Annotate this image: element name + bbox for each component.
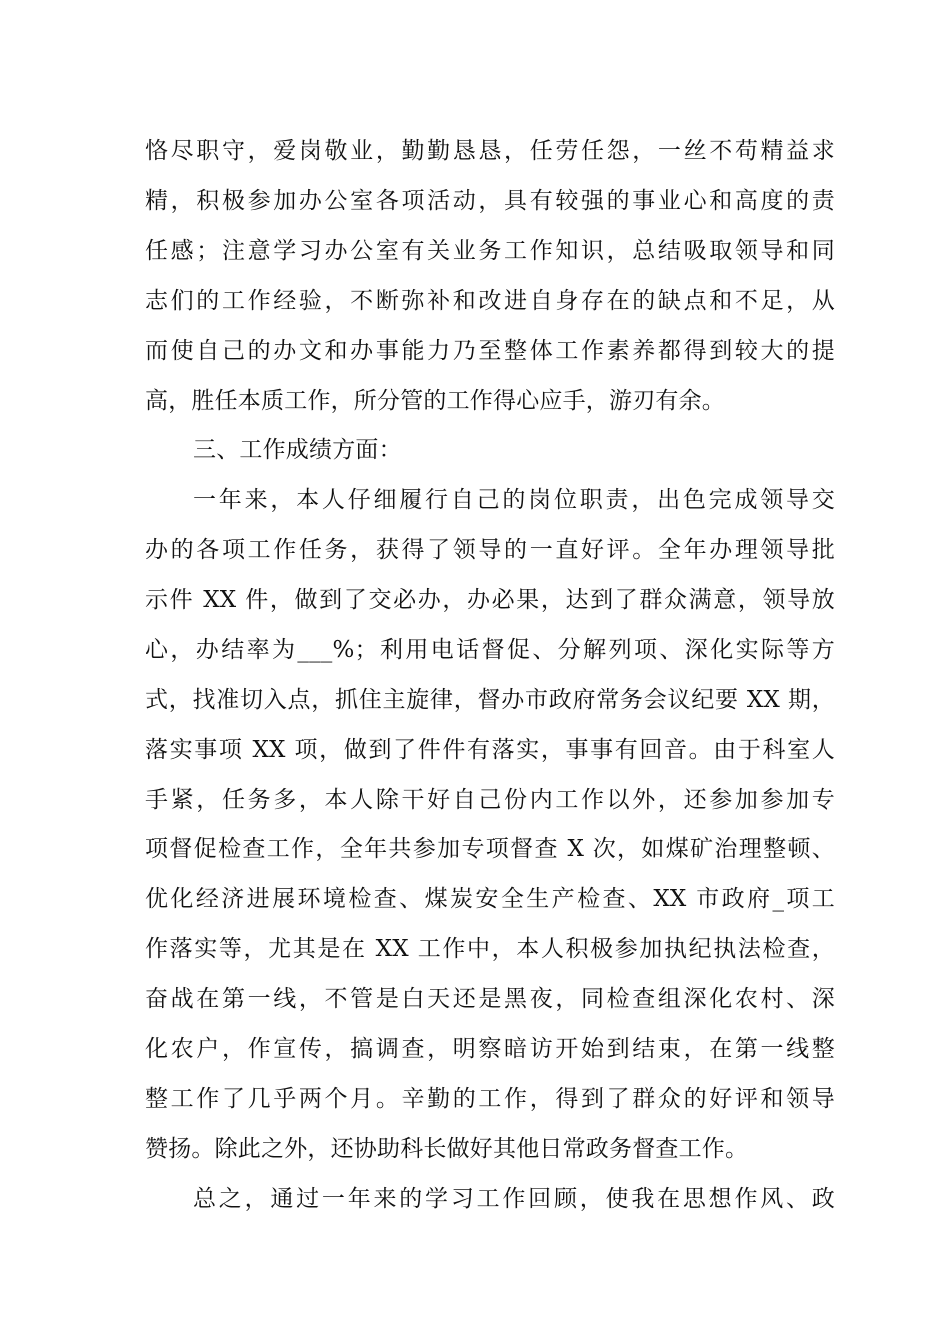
text-line: 而使自己的办文和办事能力乃至整体工作素养都得到较大的提	[145, 338, 835, 364]
text-line: 奋战在第一线，不管是白天还是黑夜，同检查组深化农村、深	[145, 986, 835, 1012]
text-line: 心，办结率为___%；利用电话督促、分解列项、深化实际等方	[145, 637, 835, 663]
text-line: 落实事项 XX 项，做到了件件有落实，事事有回音。由于科室人	[145, 737, 835, 763]
text-line: 项督促检查工作，全年共参加专项督查 X 次，如煤矿治理整顿、	[145, 836, 835, 862]
text-line: 手紧，任务多，本人除干好自己份内工作以外，还参加参加专	[145, 787, 835, 813]
text-line: 示件 XX 件，做到了交必办，办必果，达到了群众满意，领导放	[145, 587, 835, 613]
text-line: 任感；注意学习办公室有关业务工作知识，总结吸取领导和同	[145, 238, 835, 264]
text-line: 总之，通过一年来的学习工作回顾，使我在思想作风、政	[193, 1186, 835, 1212]
text-line: 式，找准切入点，抓住主旋律，督办市政府常务会议纪要 XX 期，	[145, 687, 835, 713]
text-line: 一年来，本人仔细履行自己的岗位职责，出色完成领导交	[193, 487, 835, 513]
text-line: 作落实等，尤其是在 XX 工作中，本人积极参加执纪执法检查，	[145, 936, 835, 962]
text-line: 精，积极参加办公室各项活动，具有较强的事业心和高度的责	[145, 188, 835, 214]
text-line: 赞扬。除此之外，还协助科长做好其他日常政务督查工作。	[145, 1136, 749, 1162]
section-heading: 三、工作成绩方面：	[193, 437, 402, 463]
text-line: 优化经济进展环境检查、煤炭安全生产检查、XX 市政府_项工	[145, 886, 835, 912]
text-line: 高，胜任本质工作，所分管的工作得心应手，游刃有余。	[145, 388, 725, 414]
text-line: 化农户，作宣传，搞调查，明察暗访开始到结束，在第一线整	[145, 1036, 835, 1062]
text-line: 整工作了几乎两个月。辛勤的工作，得到了群众的好评和领导	[145, 1086, 835, 1112]
text-line: 志们的工作经验，不断弥补和改进自身存在的缺点和不足，从	[145, 288, 835, 314]
text-line: 办的各项工作任务，获得了领导的一直好评。全年办理领导批	[145, 537, 835, 563]
text-line: 恪尽职守，爱岗敬业，勤勤恳恳，任劳任怨，一丝不苟精益求	[145, 138, 835, 164]
